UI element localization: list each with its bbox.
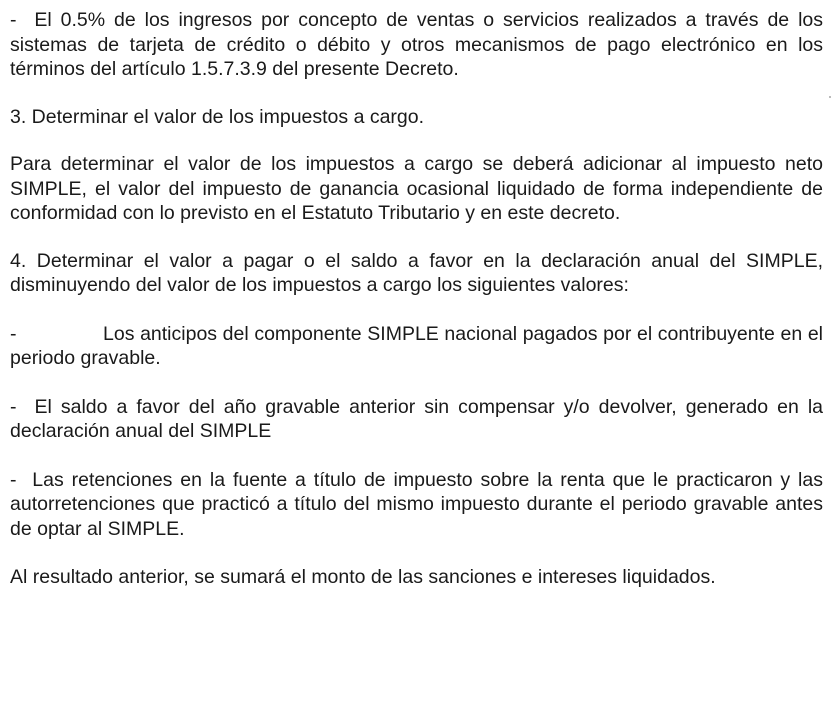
paragraph-bullet-tarjeta xyxy=(10,8,823,82)
paragraph-impuestos-a-cargo: Para determinar el valor de los impuestos a cargo se deberá adicionar al impuesto neto SIMPLE, el valor del impuesto de ganancia ocasional liquidado de forma independiente de conformidad con lo previsto en el Estatuto Tributario y en este decreto. xyxy=(10,153,823,224)
scan-speck xyxy=(829,96,831,98)
paragraph-text: Los anticipos del componente SIMPLE nacional pagados por el contribuyente en el periodo gravable. xyxy=(10,322,823,369)
paragraph-bullet-retenciones xyxy=(10,468,823,542)
paragraph-text: El 0.5% de los ingresos por concepto de ventas o servicios realizados a través de los sistemas de tarjeta de crédito o débito y otros mecanismos de pago electrónico en los términos del artículo 1.5.7.3.9 del presente Decreto. xyxy=(10,9,823,80)
paragraph-bullet-anticipos xyxy=(10,322,823,371)
bullet-dash: - xyxy=(10,468,17,491)
paragraph-bullet-saldo-favor xyxy=(10,395,823,444)
paragraph-text: El saldo a favor del año gravable anterior sin compensar y/o devolver, generado en la declaración anual del SIMPLE xyxy=(10,395,824,442)
bullet-dash: - xyxy=(10,395,17,418)
document-page xyxy=(10,8,823,590)
paragraph-text: Las retenciones en la fuente a título de impuesto sobre la renta que le practicaron y las autorretenciones que practicó a título del mismo impuesto durante el periodo gravable antes de optar al SIMPLE. xyxy=(10,468,823,540)
bullet-dash: - xyxy=(10,322,17,345)
paragraph-step-3: 3. Determinar el valor de los impuestos a cargo. xyxy=(10,105,425,128)
bullet-dash: - xyxy=(10,9,17,31)
paragraph-resultado: Al resultado anterior, se sumará el monto de las sanciones e intereses liquidados. xyxy=(10,566,716,588)
paragraph-step-4: 4. Determinar el valor a pagar o el saldo a favor en la declaración anual del SIMPLE, disminuyendo del valor de los impuestos a cargo los siguientes valores: xyxy=(10,249,823,296)
